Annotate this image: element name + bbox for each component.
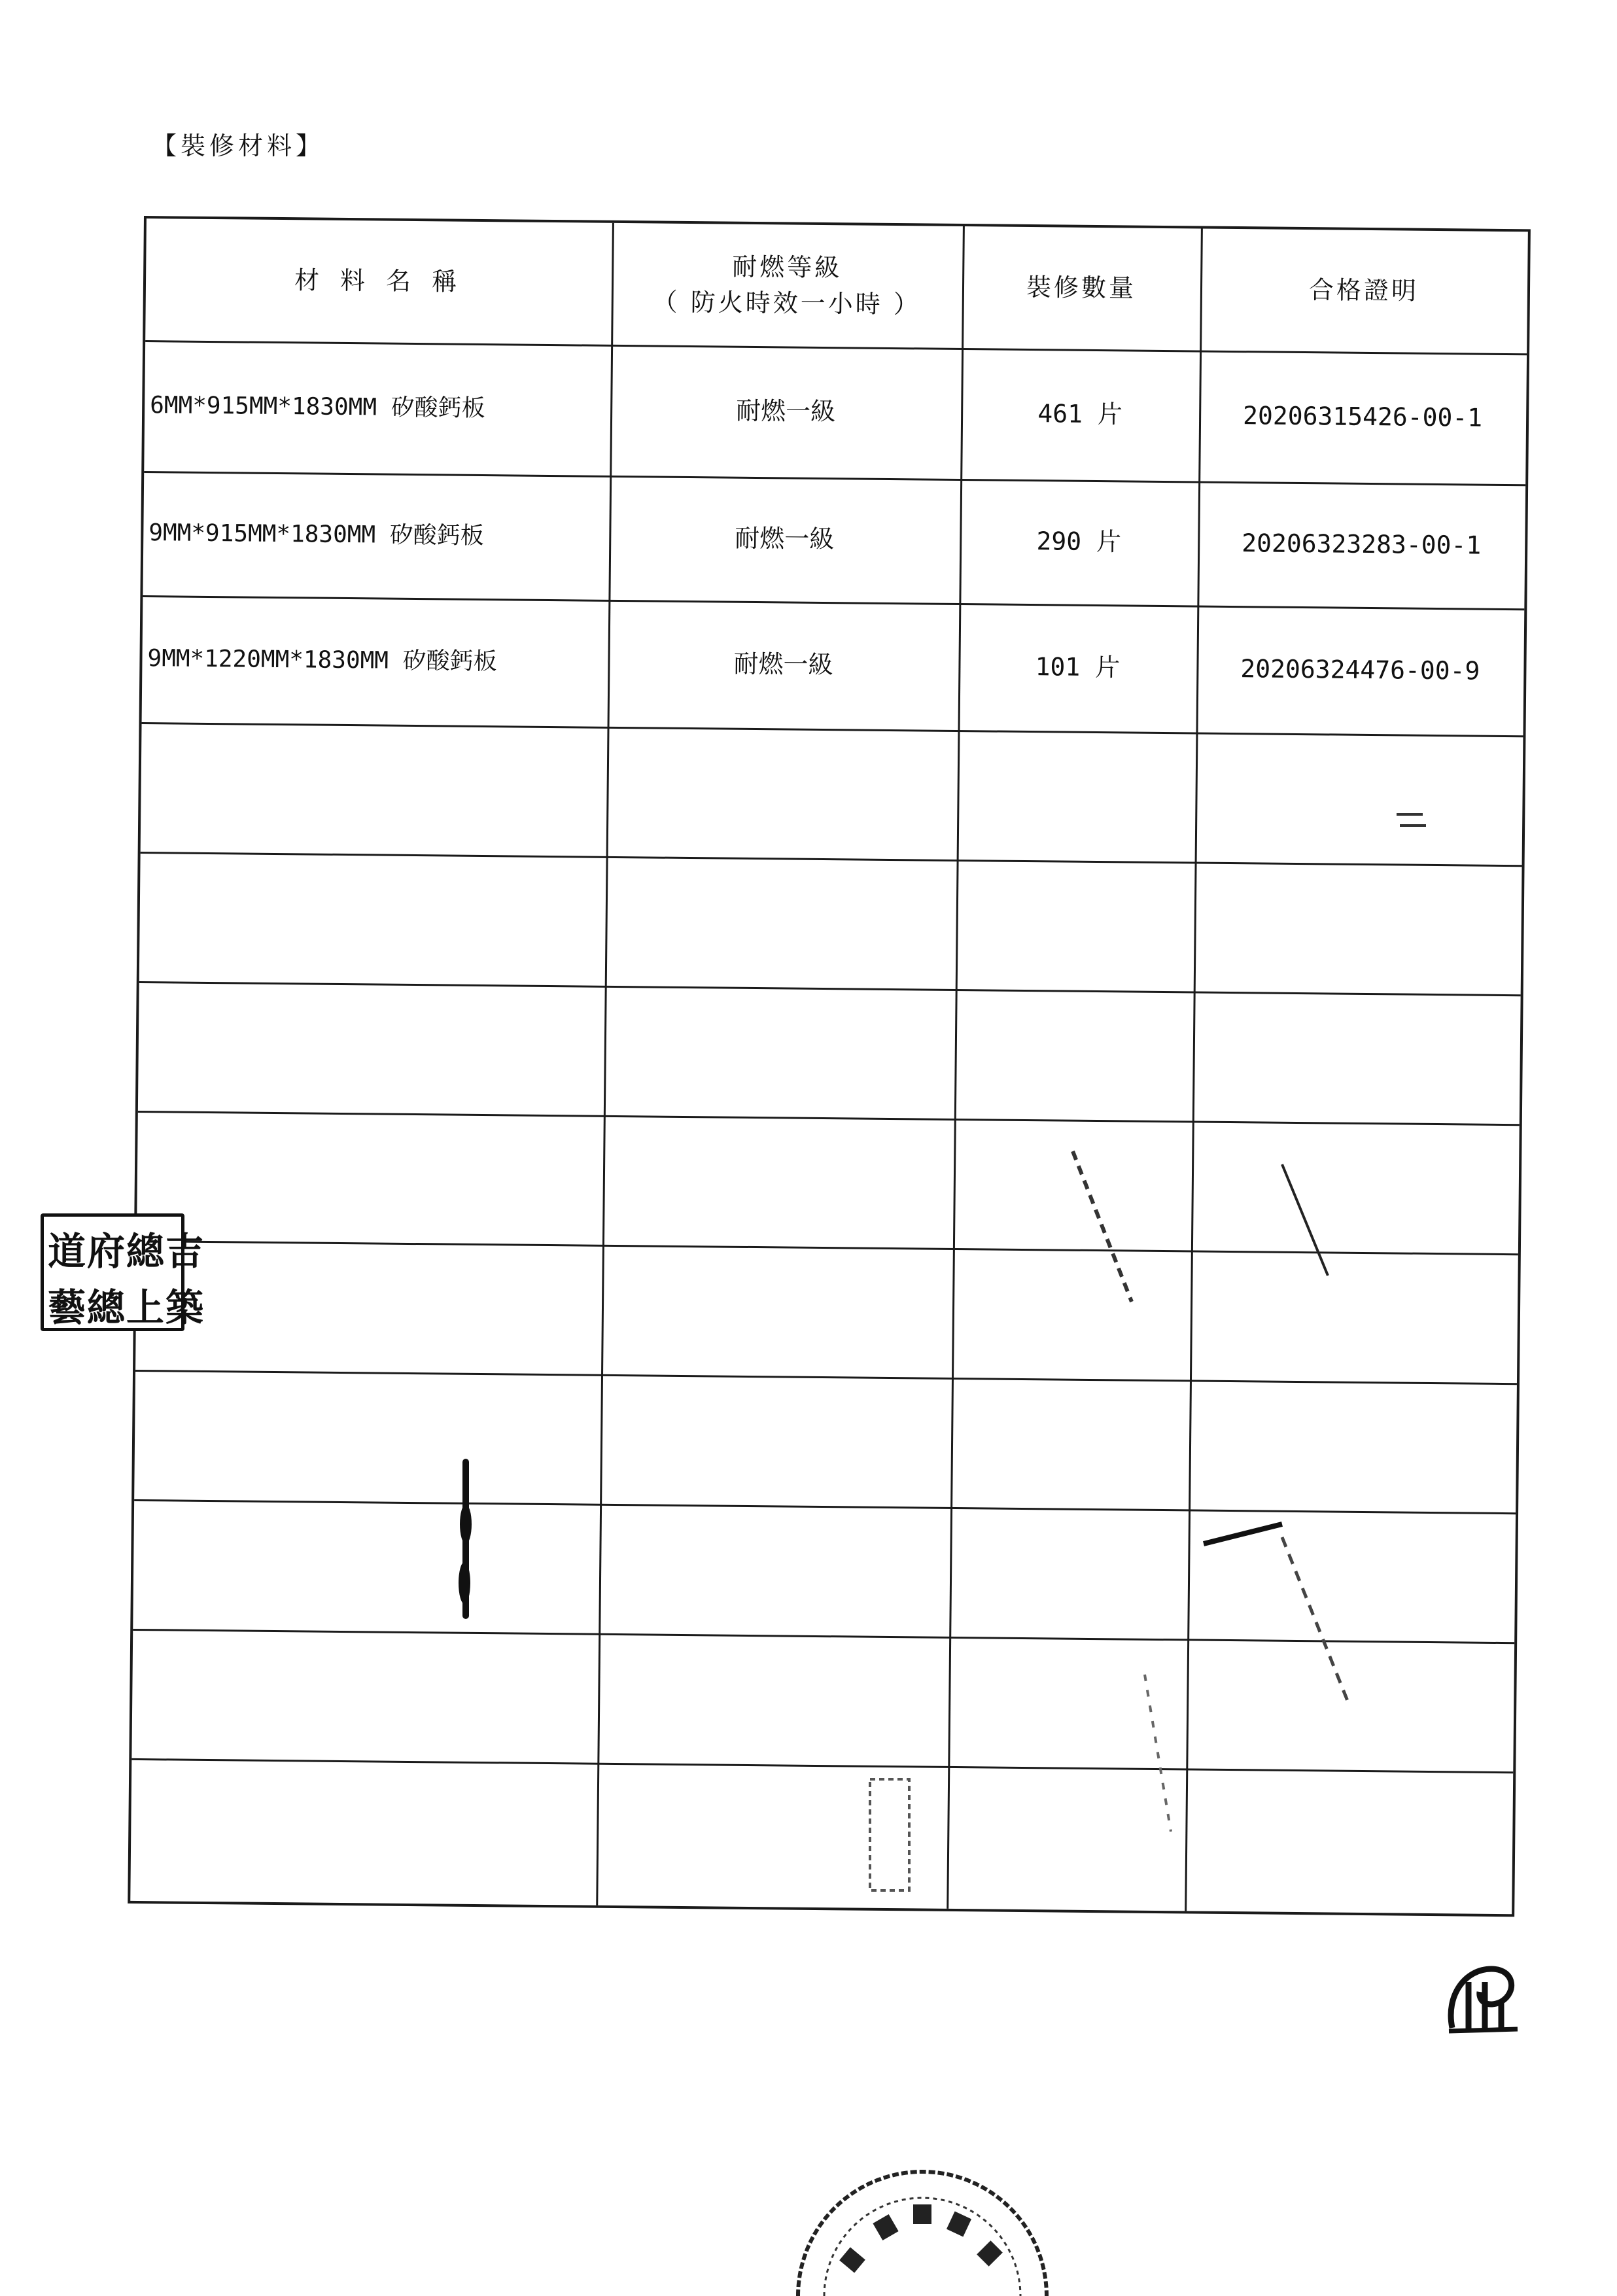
row-divider [139,981,1521,996]
seal-char: 築 [165,1285,204,1330]
row-divider [131,1758,1513,1773]
seal-char: 吉 [165,1229,204,1274]
row2-fire-rating: 耐燃一級 [735,524,835,554]
row3-certificate: 20206324476-00-9 [1240,654,1480,686]
header-material-name: 材 料 名 稱 [294,266,464,297]
row2-certificate: 20206323283-00-1 [1242,529,1482,561]
row1-certificate: 20206315426-00-1 [1242,401,1483,433]
header-fire-rating-line1: 耐燃等級 [732,252,843,283]
seal-char: 道 [48,1229,86,1274]
row3-material-name: 9MM*1220MM*1830MM 矽酸鈣板 [147,644,497,676]
row1-quantity: 461 片 [1037,399,1123,429]
seal-char: 府 [87,1229,126,1274]
seal-char: 藝 [48,1285,86,1330]
header-quantity: 裝修數量 [1026,273,1137,304]
row-divider [137,1240,1518,1255]
square-seal-stamp [41,1213,204,1331]
row-divider [138,1111,1520,1126]
row-divider [141,852,1522,867]
signature-icon [1439,1956,1524,2041]
row2-quantity: 290 片 [1036,527,1122,557]
materials-table [128,216,1531,1917]
row2-material-name: 9MM*915MM*1830MM 矽酸鈣板 [148,519,484,549]
row3-fire-rating: 耐燃一級 [733,650,833,680]
header-fire-rating [611,223,963,348]
row-divider [135,1370,1517,1385]
round-stamp-icon [785,2152,1060,2296]
row-divider [133,1629,1514,1644]
seal-char: 總 [126,1229,165,1274]
row-divider [134,1499,1516,1514]
row1-fire-rating: 耐燃一級 [735,396,836,426]
seal-char: 總 [87,1285,126,1330]
row3-quantity: 101 片 [1035,652,1121,682]
seal-char: 上 [126,1285,165,1330]
header-fire-rating-line2: （ 防火時效一小時 ） [652,287,922,319]
section-heading: 【裝修材料】 [152,131,325,160]
header-certificate: 合格證明 [1308,275,1419,306]
row1-material-name: 6MM*915MM*1830MM 矽酸鈣板 [150,392,485,422]
